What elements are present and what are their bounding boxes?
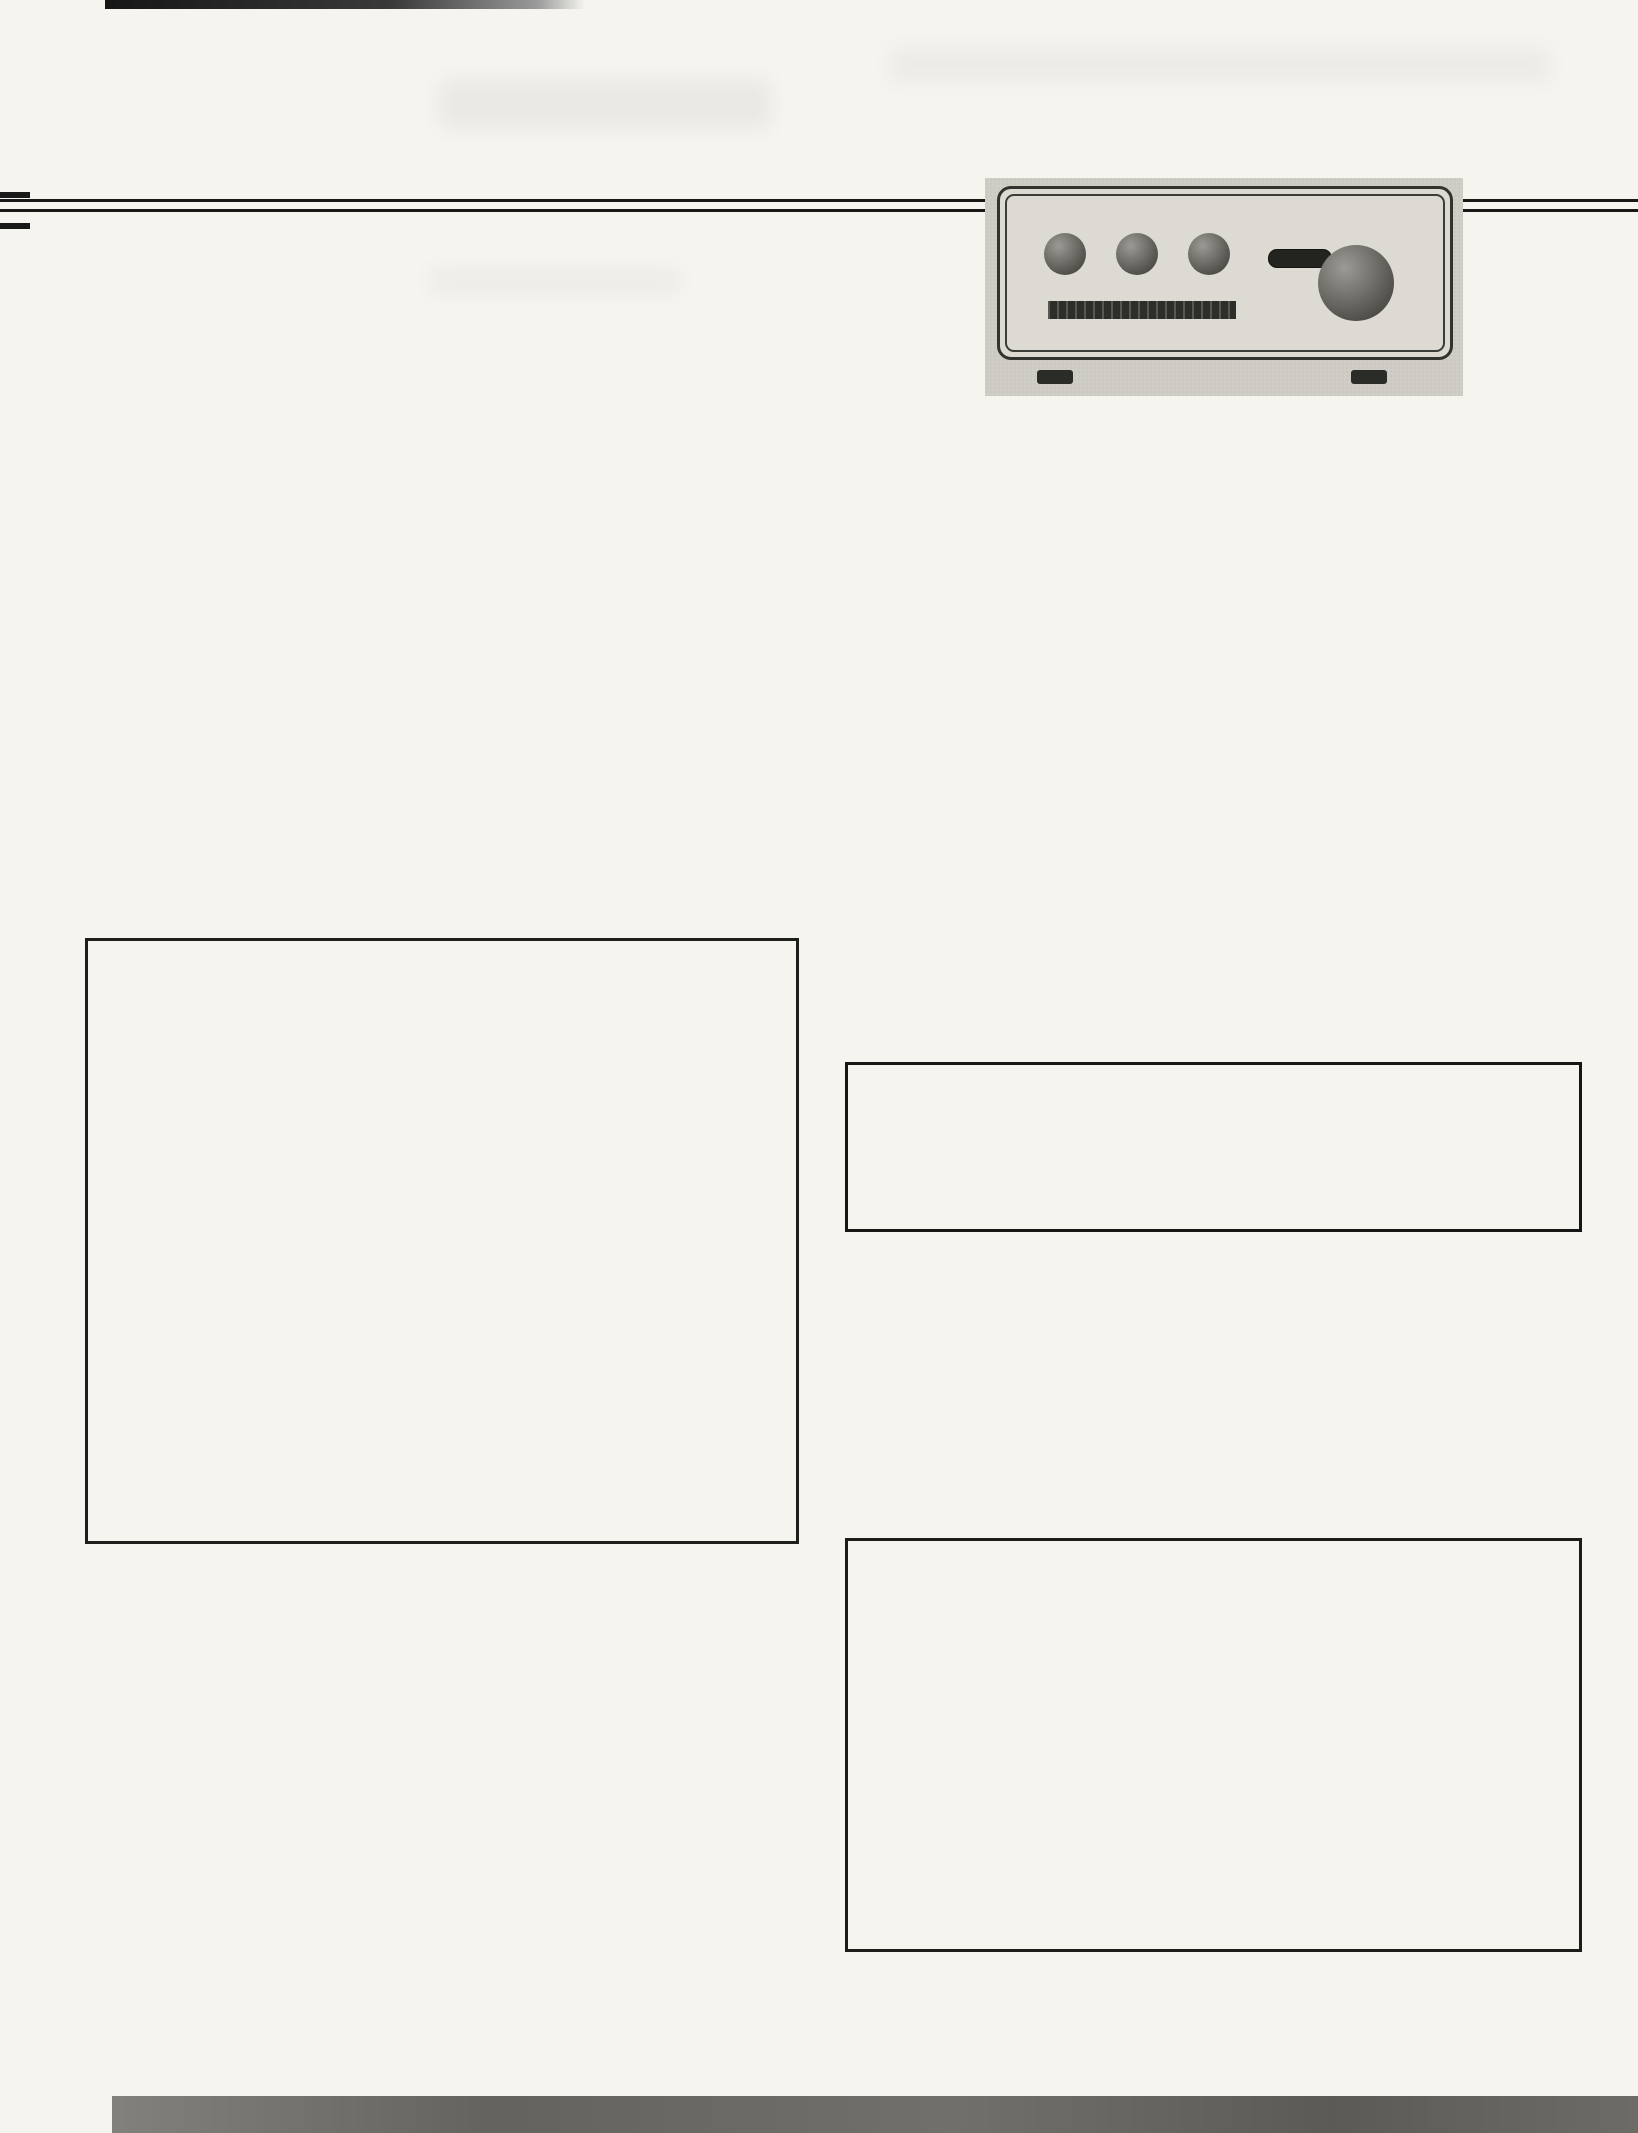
control-unit-photo (985, 178, 1463, 396)
control-unit-front-panel (997, 186, 1453, 360)
circuit-diagram-b (442, 941, 794, 1239)
bottom-scan-bar (112, 2096, 1638, 2133)
riaa-curve-chart (848, 1541, 1579, 1947)
fig8-circuit-diagram-box (85, 938, 799, 1544)
dial-window (1048, 301, 1236, 319)
cabinet-foot (1351, 370, 1387, 384)
brand-logo (1268, 249, 1332, 268)
circuit-diagram-d (442, 1241, 794, 1539)
circuit-diagram-a (88, 941, 440, 1239)
scan-smudge (430, 268, 680, 294)
scan-smudge (890, 48, 1550, 82)
for-example-box (845, 1062, 1582, 1232)
header-rule-end-mark (0, 192, 30, 229)
volume-knob (1318, 245, 1394, 321)
fig7-chart-box (845, 1538, 1582, 1952)
circuit-diagram-c (88, 1241, 440, 1539)
scan-smudge (440, 80, 770, 128)
cabinet-foot (1037, 370, 1073, 384)
bass-knob (1044, 233, 1086, 275)
treble-knob (1116, 233, 1158, 275)
balance-knob (1188, 233, 1230, 275)
scan-artifact-bar (105, 0, 585, 9)
